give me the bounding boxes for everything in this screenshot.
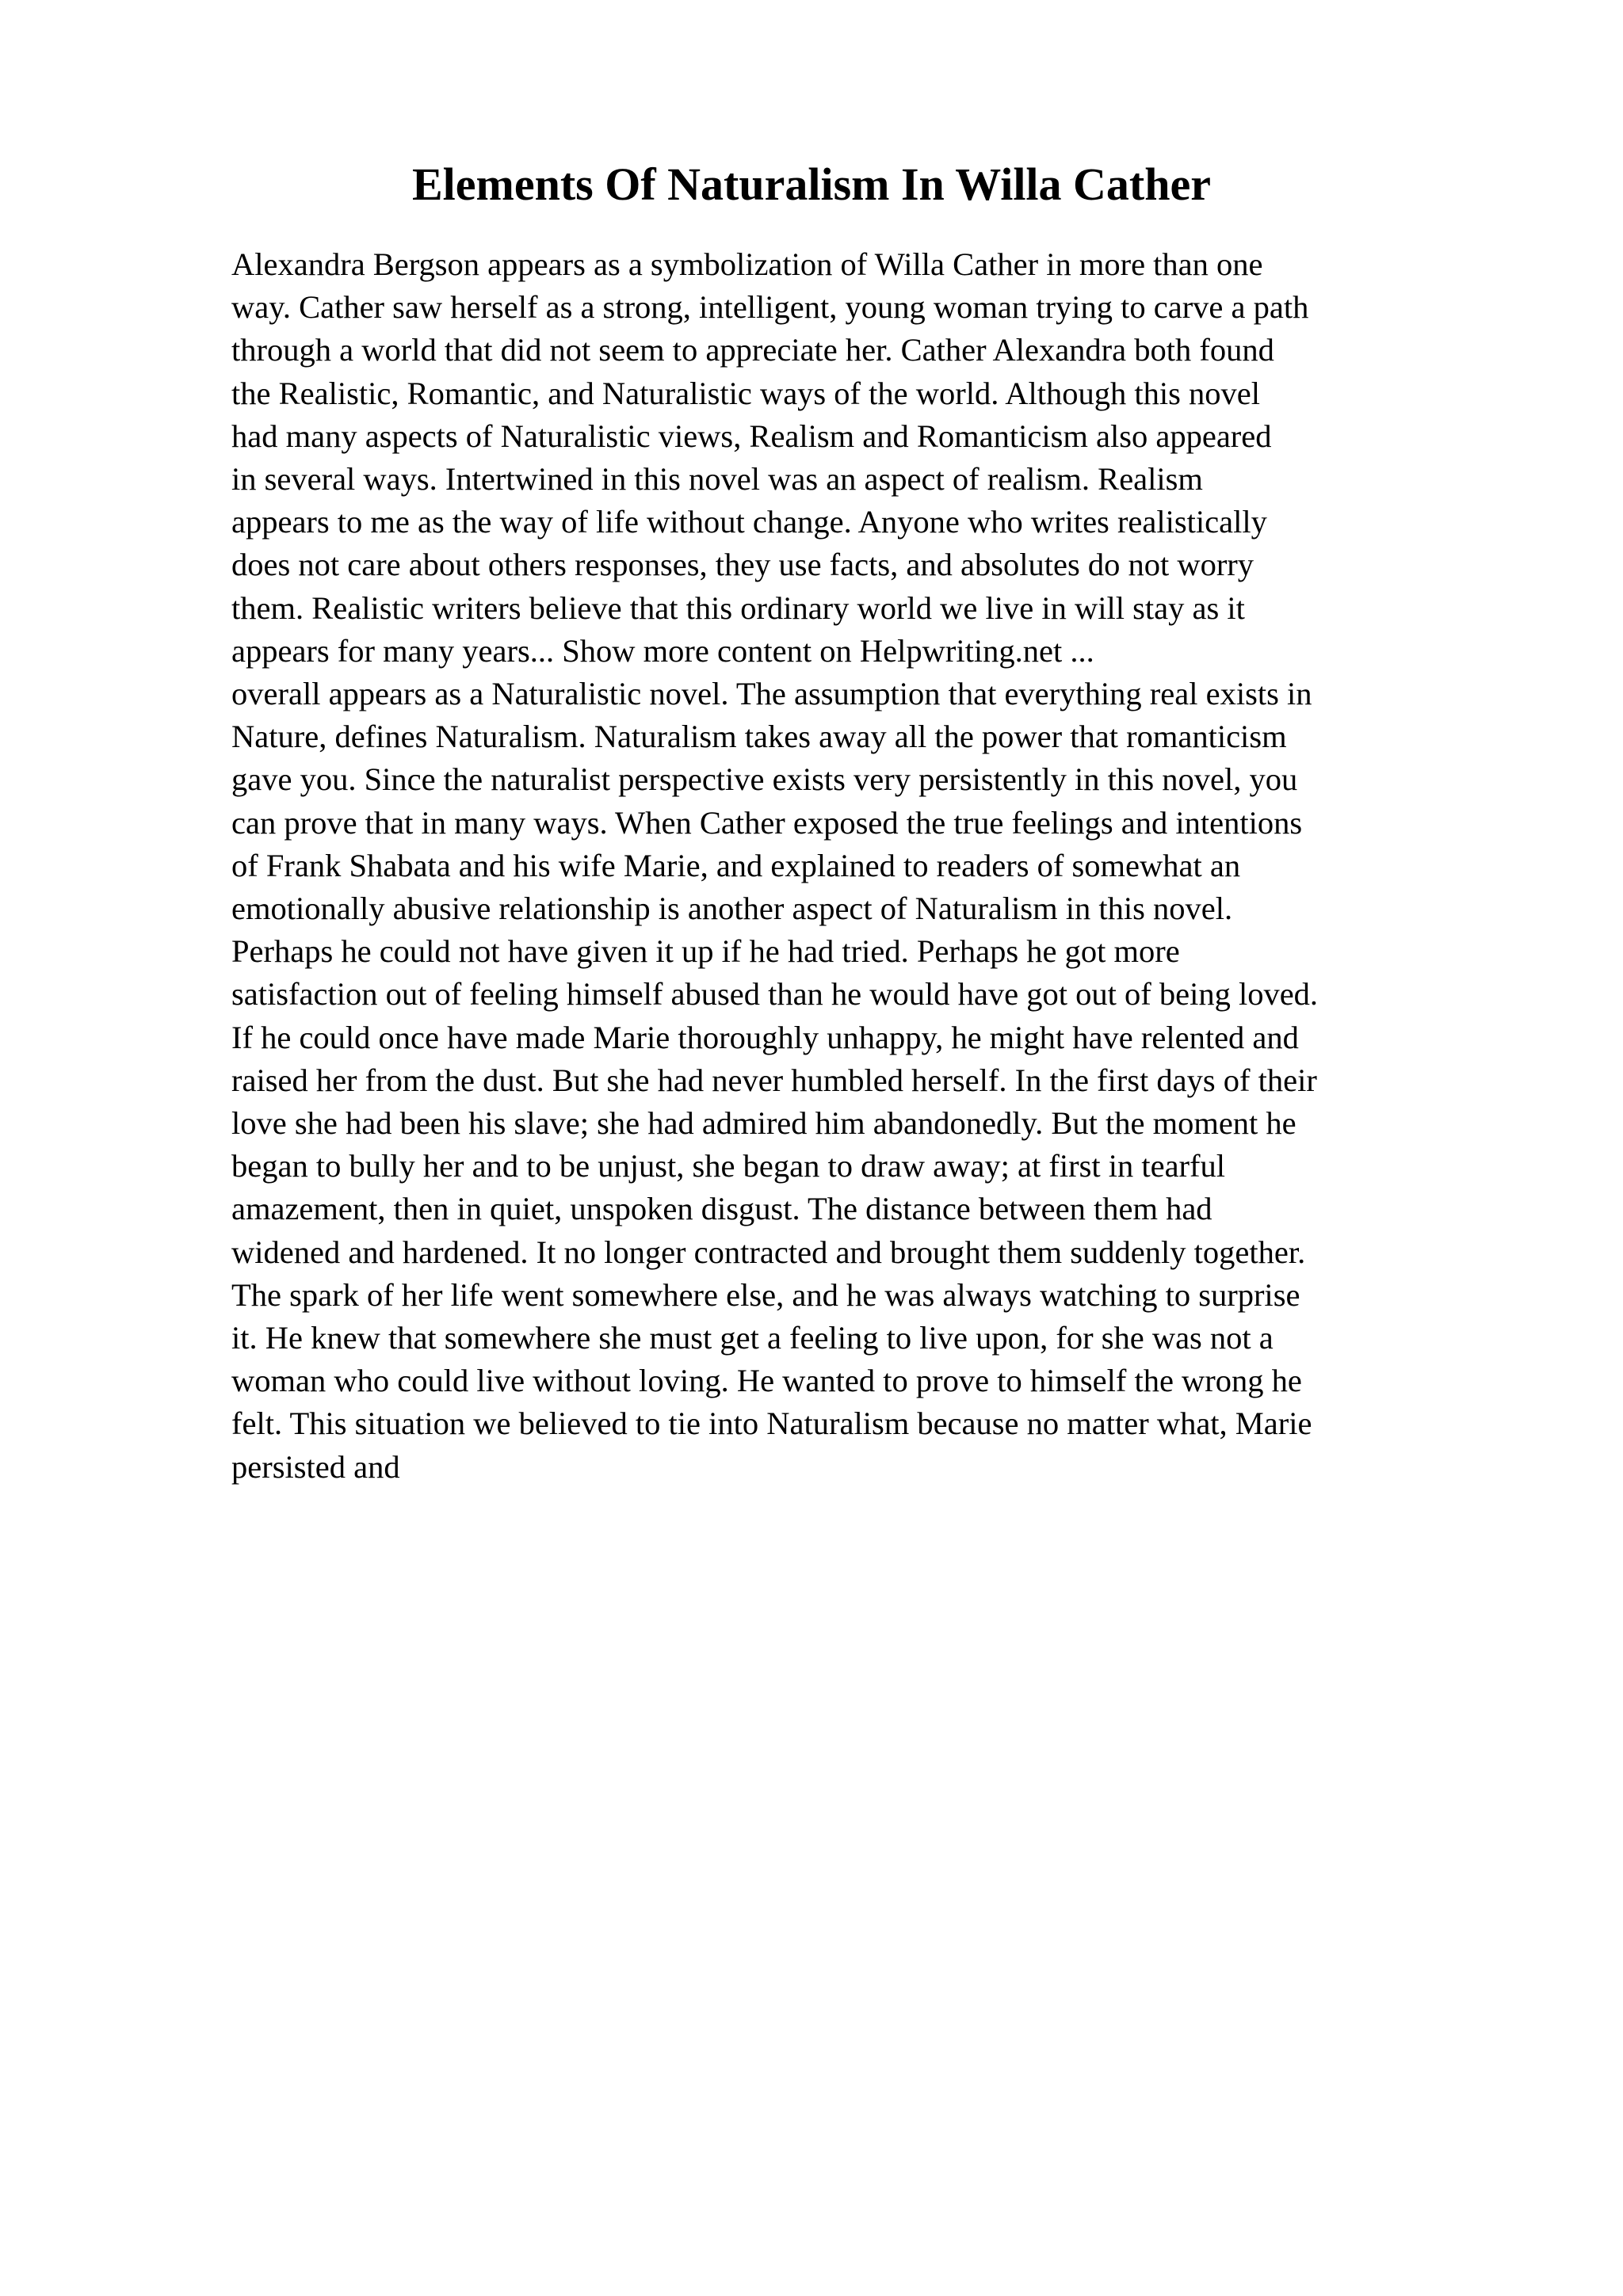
body-line: began to bully her and to be unjust, she began to draw away; at first in tearful	[231, 1148, 1226, 1184]
body-line: Nature, defines Naturalism. Naturalism takes away all the power that romanticism	[231, 719, 1287, 755]
document-title: Elements Of Naturalism In Willa Cather	[411, 158, 1211, 210]
body-line: If he could once have made Marie thoroughly unhappy, he might have relented and	[231, 1019, 1299, 1055]
document-body	[231, 243, 1594, 1489]
body-line: appears for many years... Show more content on Helpwriting.net ...	[231, 632, 1094, 669]
body-line: the Realistic, Romantic, and Naturalistic ways of the world. Although this novel	[231, 375, 1261, 411]
body-line: gave you. Since the naturalist perspective exists very persistently in this novel, you	[231, 761, 1298, 798]
body-line: them. Realistic writers believe that this ordinary world we live in will stay as it	[231, 589, 1245, 626]
body-line: amazement, then in quiet, unspoken disgust. The distance between them had	[231, 1191, 1212, 1227]
body-line: appears to me as the way of life without change. Anyone who writes realistically	[231, 504, 1267, 540]
body-line: can prove that in many ways. When Cather exposed the true feelings and intentions	[231, 804, 1303, 841]
body-line: emotionally abusive relationship is another aspect of Naturalism in this novel.	[231, 891, 1233, 927]
body-line: felt. This situation we believed to tie into Naturalism because no matter what, Marie	[231, 1405, 1312, 1442]
body-line: love she had been his slave; she had admired him abandonedly. But the moment he	[231, 1105, 1296, 1142]
body-line: satisfaction out of feeling himself abused than he would have got out of being loved.	[231, 976, 1319, 1013]
body-line: had many aspects of Naturalistic views, Realism and Romanticism also appeared	[231, 418, 1272, 454]
body-line: way. Cather saw herself as a strong, intelligent, young woman trying to carve a path	[231, 289, 1309, 326]
body-line: it. He knew that somewhere she must get a feeling to live upon, for she was not a	[231, 1320, 1274, 1356]
body-line: Alexandra Bergson appears as a symbolization of Willa Cather in more than one	[231, 246, 1263, 282]
body-line: The spark of her life went somewhere else, and he was always watching to surprise	[231, 1276, 1300, 1313]
body-line: through a world that did not seem to appreciate her. Cather Alexandra both found	[231, 332, 1274, 368]
body-line: does not care about others responses, they use facts, and absolutes do not worry	[231, 547, 1254, 583]
body-line: Perhaps he could not have given it up if he had tried. Perhaps he got more	[231, 933, 1180, 970]
body-line: woman who could live without loving. He wanted to prove to himself the wrong he	[231, 1363, 1302, 1399]
body-line: persisted and	[231, 1448, 400, 1485]
body-line: of Frank Shabata and his wife Marie, and explained to readers of somewhat an	[231, 847, 1241, 883]
body-line: raised her from the dust. But she had never humbled herself. In the first days of their	[231, 1062, 1317, 1098]
body-line: overall appears as a Naturalistic novel. The assumption that everything real exists in	[231, 676, 1312, 712]
body-line: widened and hardened. It no longer contracted and brought them suddenly together.	[231, 1234, 1306, 1270]
body-line: in several ways. Intertwined in this novel was an aspect of realism. Realism	[231, 461, 1203, 498]
